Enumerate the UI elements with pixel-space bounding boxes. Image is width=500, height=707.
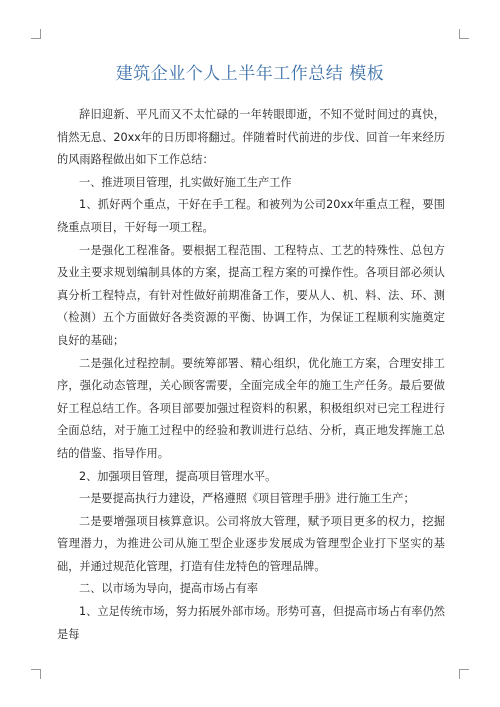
crop-mark-bottom-right-v xyxy=(459,669,460,679)
paragraph-accounting: 二是要增强项目核算意识。公司将放大管理，赋予项目更多的权力，挖掘管理潜力，为推进公司从施工型企业逐步发展成为管理型企业打下坚实的基础，并通过规范化管理，打造有佳龙特色的管理品牌。 xyxy=(57,514,445,573)
document-body xyxy=(57,104,445,646)
crop-mark-bottom-left-v xyxy=(40,669,41,679)
paragraph-intro: 辞旧迎新、平凡而又不太忙碌的一年转眼即逝，不知不觉时间过的真快，悄然无息、20xx年的日历即将翻过。伴随着时代前进的步伐、回首一年来经历的风雨路程做出如下工作总结： xyxy=(57,108,445,167)
paragraph-process: 二是强化过程控制。要统筹部署、精心组织，优化施工方案，合理安排工序，强化动态管理，关心顾客需要，全面完成全年的施工生产任务。最后要做好工程总结工作。各项目部要加强过程资料的积累，积极组织对已完工程进行全面总结，对于施工过程中的经验和教训进行总结、分析，真正地发挥施工总结的借鉴、指导作用。 xyxy=(57,356,445,460)
section-heading-1: 一、推进项目管理，扎实做好施工生产工作 xyxy=(79,175,292,189)
subheading-1-2: 2、加强项目管理，提高项目管理水平。 xyxy=(79,469,277,483)
crop-mark-top-right-h xyxy=(459,38,469,39)
crop-mark-top-right-v xyxy=(459,29,460,39)
document-title: 建筑企业个人上半年工作总结 模板 xyxy=(115,64,385,84)
crop-mark-top-left-v xyxy=(40,29,41,39)
paragraph-1-1: 1、抓好两个重点，干好在手工程。和被列为公司20xx年重点工程，要围绕重点项目，干好每一项工程。 xyxy=(57,198,445,234)
crop-mark-bottom-right-h xyxy=(459,669,469,670)
paragraph-prep: 一是强化工程准备。要根据工程范围、工程特点、工艺的特殊性、总包方及业主要求规划编制具体的方案，提高工程方案的可操作性。各项目部必须认真分析工程特点，有针对性做好前期准备工作，要从人、机、料、法、环、测（检测）五个方面做好各类资源的平衡、协调工作，为保证工程顺利实施奠定良好的基础； xyxy=(57,243,445,347)
paragraph-2-1: 1、立足传统市场，努力拓展外部市场。形势可喜，但提高市场占有率仍然是每 xyxy=(57,605,445,641)
section-heading-2: 二、以市场为导向，提高市场占有率 xyxy=(79,582,259,596)
paragraph-execution: 一是要提高执行力建设，严格遵照《项目管理手册》进行施工生产； xyxy=(79,492,415,506)
